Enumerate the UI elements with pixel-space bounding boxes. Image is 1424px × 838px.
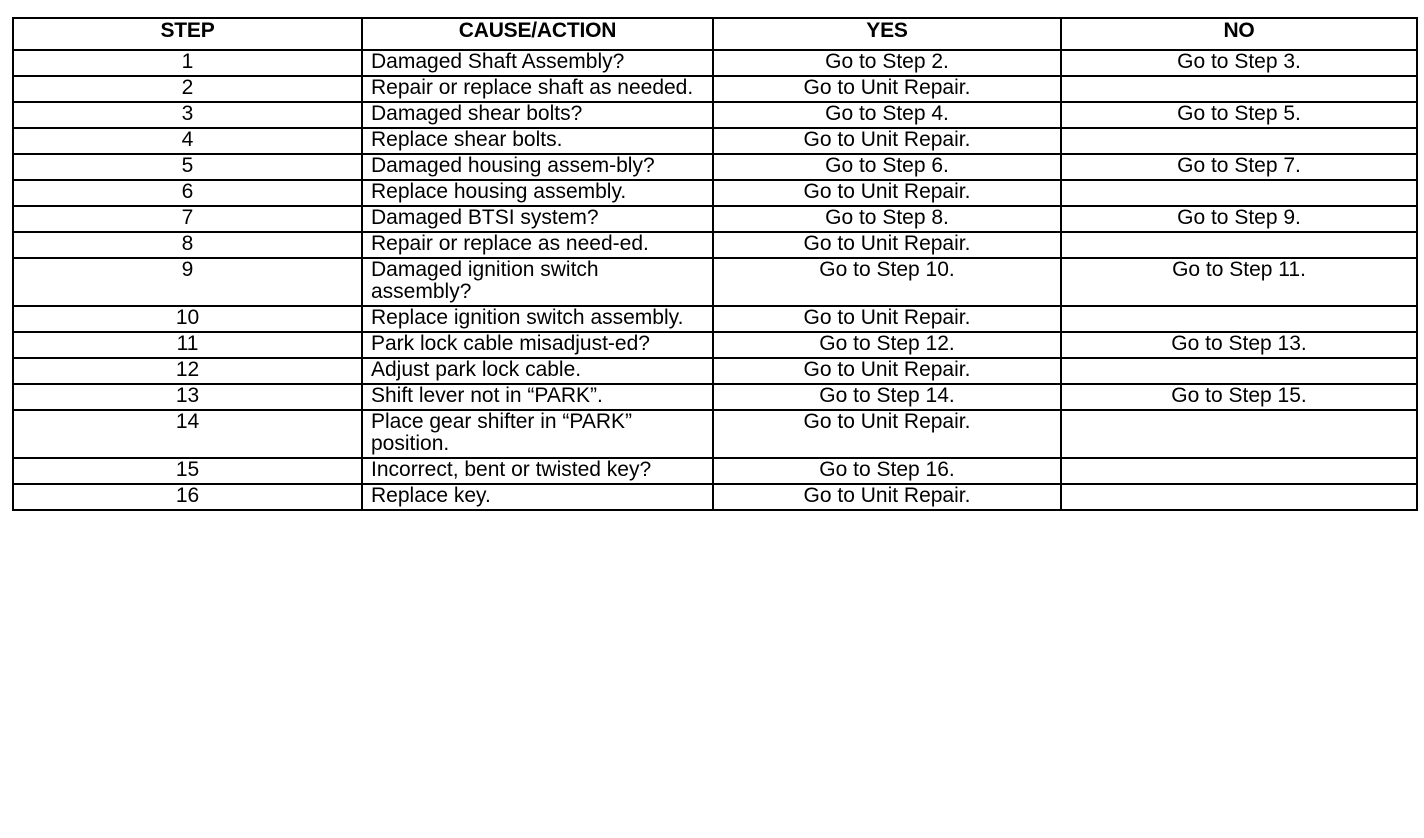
table-row [13,154,1417,180]
yes-cell: Go to Step 12. [713,332,1061,358]
cause-cell: Repair or replace as need-ed. [362,232,713,258]
diagnostic-table [12,17,1418,511]
header-no: NO [1061,18,1417,50]
step-cell: 16 [13,484,362,510]
cause-cell: Damaged Shaft Assembly? [362,50,713,76]
no-cell: Go to Step 3. [1061,50,1417,76]
no-cell: Go to Step 11. [1061,258,1417,306]
step-cell: 15 [13,458,362,484]
yes-cell: Go to Unit Repair. [713,232,1061,258]
cause-cell: Damaged shear bolts? [362,102,713,128]
step-cell: 11 [13,332,362,358]
header-row [13,18,1417,50]
yes-cell: Go to Unit Repair. [713,410,1061,458]
table-row [13,332,1417,358]
cause-cell: Place gear shifter in “PARK” position. [362,410,713,458]
table-row [13,384,1417,410]
no-cell: Go to Step 9. [1061,206,1417,232]
cause-cell: Damaged housing assem-bly? [362,154,713,180]
step-cell: 12 [13,358,362,384]
yes-cell: Go to Step 14. [713,384,1061,410]
header-yes: YES [713,18,1061,50]
yes-cell: Go to Unit Repair. [713,128,1061,154]
yes-cell: Go to Step 6. [713,154,1061,180]
yes-cell: Go to Unit Repair. [713,358,1061,384]
cause-cell: Park lock cable misadjust-ed? [362,332,713,358]
table-row [13,102,1417,128]
header-step: STEP [13,18,362,50]
cause-cell: Repair or replace shaft as needed. [362,76,713,102]
table-row [13,128,1417,154]
no-cell [1061,410,1417,458]
cause-cell: Damaged ignition switch assembly? [362,258,713,306]
no-cell: Go to Step 15. [1061,384,1417,410]
yes-cell: Go to Step 4. [713,102,1061,128]
no-cell [1061,76,1417,102]
table-row [13,410,1417,458]
table-row [13,232,1417,258]
cause-cell: Shift lever not in “PARK”. [362,384,713,410]
step-cell: 4 [13,128,362,154]
no-cell: Go to Step 13. [1061,332,1417,358]
table-row [13,458,1417,484]
step-cell: 10 [13,306,362,332]
no-cell [1061,232,1417,258]
cause-cell: Damaged BTSI system? [362,206,713,232]
cause-cell: Replace key. [362,484,713,510]
yes-cell: Go to Step 10. [713,258,1061,306]
table-row [13,306,1417,332]
table-row [13,206,1417,232]
yes-cell: Go to Unit Repair. [713,484,1061,510]
step-cell: 9 [13,258,362,306]
no-cell [1061,458,1417,484]
step-cell: 6 [13,180,362,206]
cause-cell: Incorrect, bent or twisted key? [362,458,713,484]
step-cell: 1 [13,50,362,76]
step-cell: 13 [13,384,362,410]
yes-cell: Go to Step 2. [713,50,1061,76]
yes-cell: Go to Step 8. [713,206,1061,232]
yes-cell: Go to Unit Repair. [713,306,1061,332]
step-cell: 7 [13,206,362,232]
step-cell: 5 [13,154,362,180]
table-row [13,76,1417,102]
table-row [13,50,1417,76]
no-cell [1061,484,1417,510]
yes-cell: Go to Unit Repair. [713,180,1061,206]
table-row [13,484,1417,510]
cause-cell: Replace ignition switch assembly. [362,306,713,332]
cause-cell: Replace housing assembly. [362,180,713,206]
no-cell [1061,306,1417,332]
table-row [13,180,1417,206]
yes-cell: Go to Step 16. [713,458,1061,484]
step-cell: 3 [13,102,362,128]
no-cell: Go to Step 7. [1061,154,1417,180]
no-cell [1061,358,1417,384]
step-cell: 14 [13,410,362,458]
no-cell: Go to Step 5. [1061,102,1417,128]
yes-cell: Go to Unit Repair. [713,76,1061,102]
no-cell [1061,128,1417,154]
cause-cell: Replace shear bolts. [362,128,713,154]
step-cell: 2 [13,76,362,102]
table-row [13,358,1417,384]
table-row [13,258,1417,306]
step-cell: 8 [13,232,362,258]
no-cell [1061,180,1417,206]
cause-cell: Adjust park lock cable. [362,358,713,384]
header-cause-action: CAUSE/ACTION [362,18,713,50]
